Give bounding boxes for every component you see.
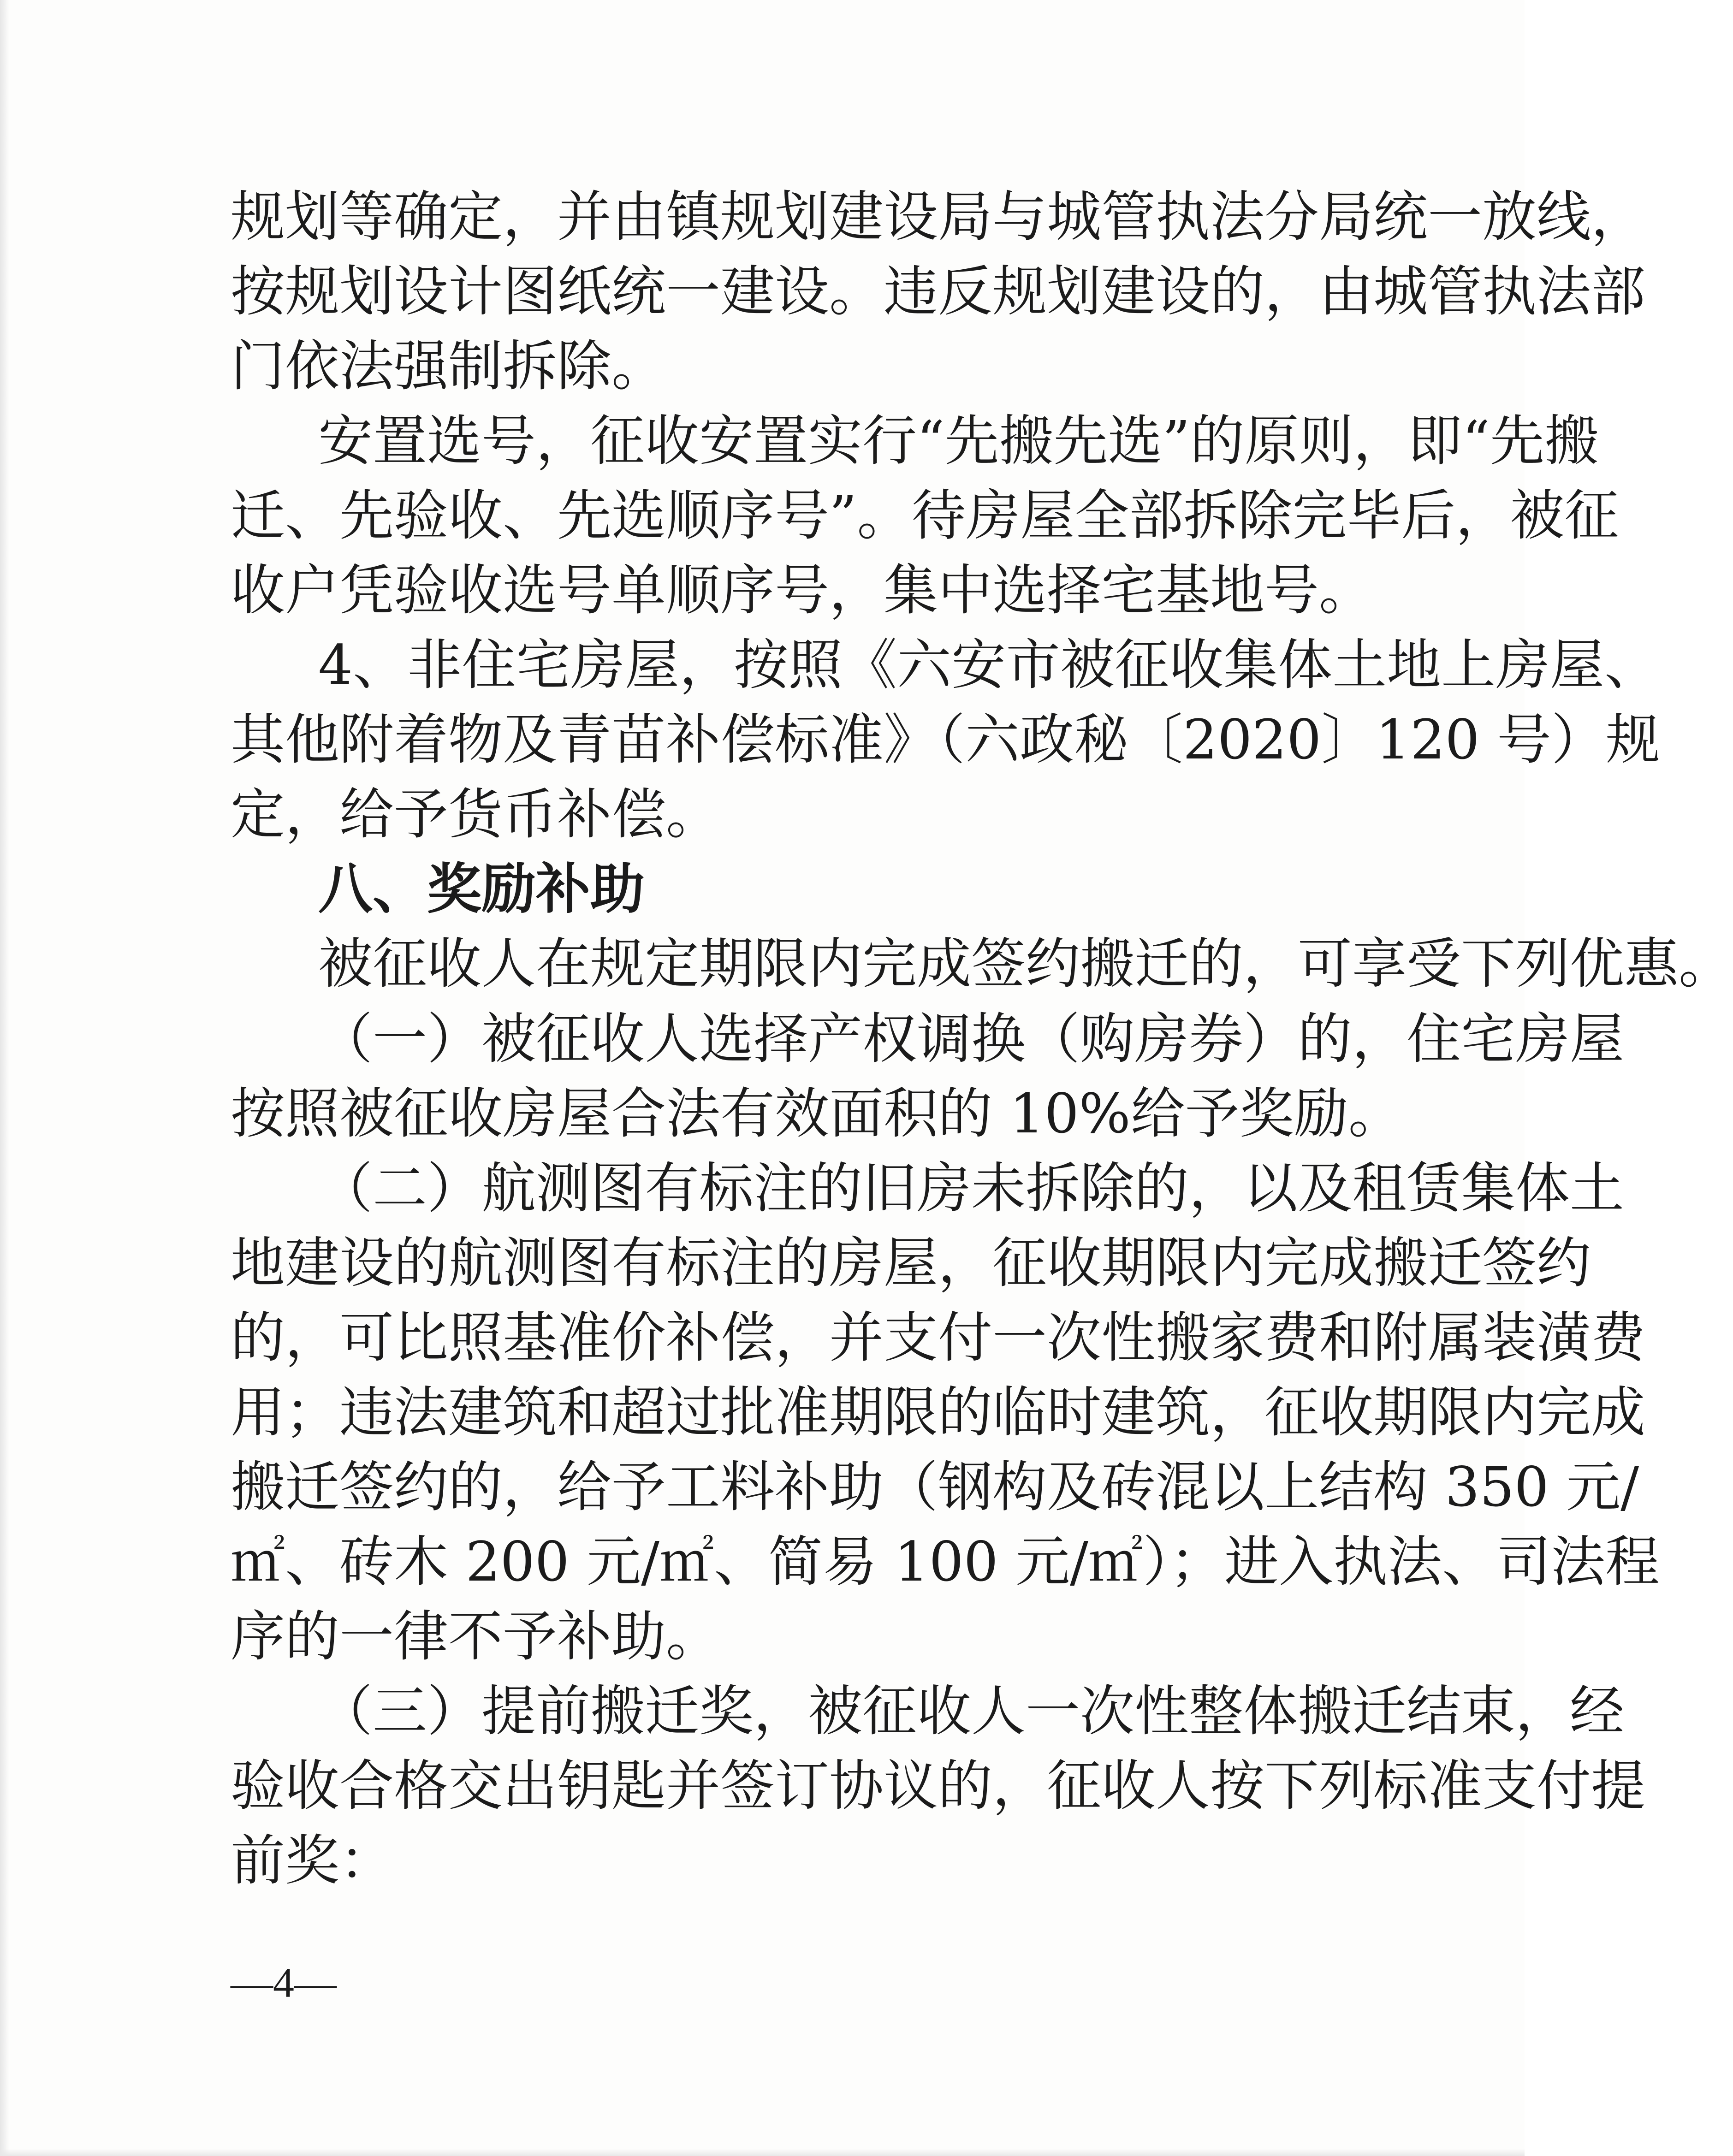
paragraph-line: 迁、先验收、先选顺序号”。待房屋全部拆除完毕后，被征	[231, 484, 1619, 547]
paragraph-line: 验收合格交出钥匙并签订协议的，征收人按下列标准支付提	[231, 1754, 1646, 1818]
page-number: —4—	[231, 1959, 337, 2006]
paragraph-line: 被征收人在规定期限内完成签约搬迁的，可享受下列优惠。	[318, 932, 1733, 995]
paragraph-line: 收户凭验收选号单顺序号，集中选择宅基地号。	[231, 558, 1374, 622]
paragraph-line: 定，给予货币补偿。	[231, 782, 721, 846]
paragraph-line: 搬迁签约的，给予工料补助（钢构及砖混以上结构 350 元/	[231, 1455, 1639, 1519]
paragraph-line: 用；违法建筑和超过批准期限的临时建筑，征收期限内完成	[231, 1380, 1646, 1444]
paragraph-line: 4、非住宅房屋，按照《六安市被征收集体土地上房屋、	[318, 633, 1659, 697]
paragraph-line: 按规划设计图纸统一建设。违反规划建设的，由城管执法部	[231, 260, 1646, 323]
paragraph-line: 的，可比照基准价补偿，并支付一次性搬家费和附属装潢费	[231, 1306, 1646, 1369]
paragraph-line: 安置选号，征收安置实行“先搬先选”的原则，即“先搬	[318, 409, 1599, 473]
paragraph-line: （一）被征收人选择产权调换（购房券）的，住宅房屋	[318, 1007, 1625, 1071]
paragraph-line: 规划等确定，并由镇规划建设局与城管执法分局统一放线，	[231, 185, 1646, 249]
paragraph-line: 序的一律不予补助。	[231, 1605, 721, 1668]
paragraph-line: （三）提前搬迁奖，被征收人一次性整体搬迁结束，经	[318, 1679, 1625, 1743]
paragraph-line: 门依法强制拆除。	[231, 334, 666, 398]
scan-edge	[0, 2149, 1525, 2156]
paragraph-line: 前奖：	[231, 1829, 394, 1892]
paragraph-line: 按照被征收房屋合法有效面积的 10%给予奖励。	[231, 1082, 1403, 1145]
paragraph-line: （二）航测图有标注的旧房未拆除的，以及租赁集体土	[318, 1156, 1625, 1220]
paragraph-line: 其他附着物及青苗补偿标准》（六政秘〔2020〕120 号）规	[231, 708, 1661, 771]
paragraph-line: ㎡、砖木 200 元/㎡、简易 100 元/㎡）；进入执法、司法程	[231, 1530, 1660, 1593]
paragraph-line: 地建设的航测图有标注的房屋，征收期限内完成搬迁签约	[231, 1231, 1591, 1295]
scan-edge	[0, 0, 9, 2156]
section-heading: 八、奖励补助	[318, 857, 645, 921]
